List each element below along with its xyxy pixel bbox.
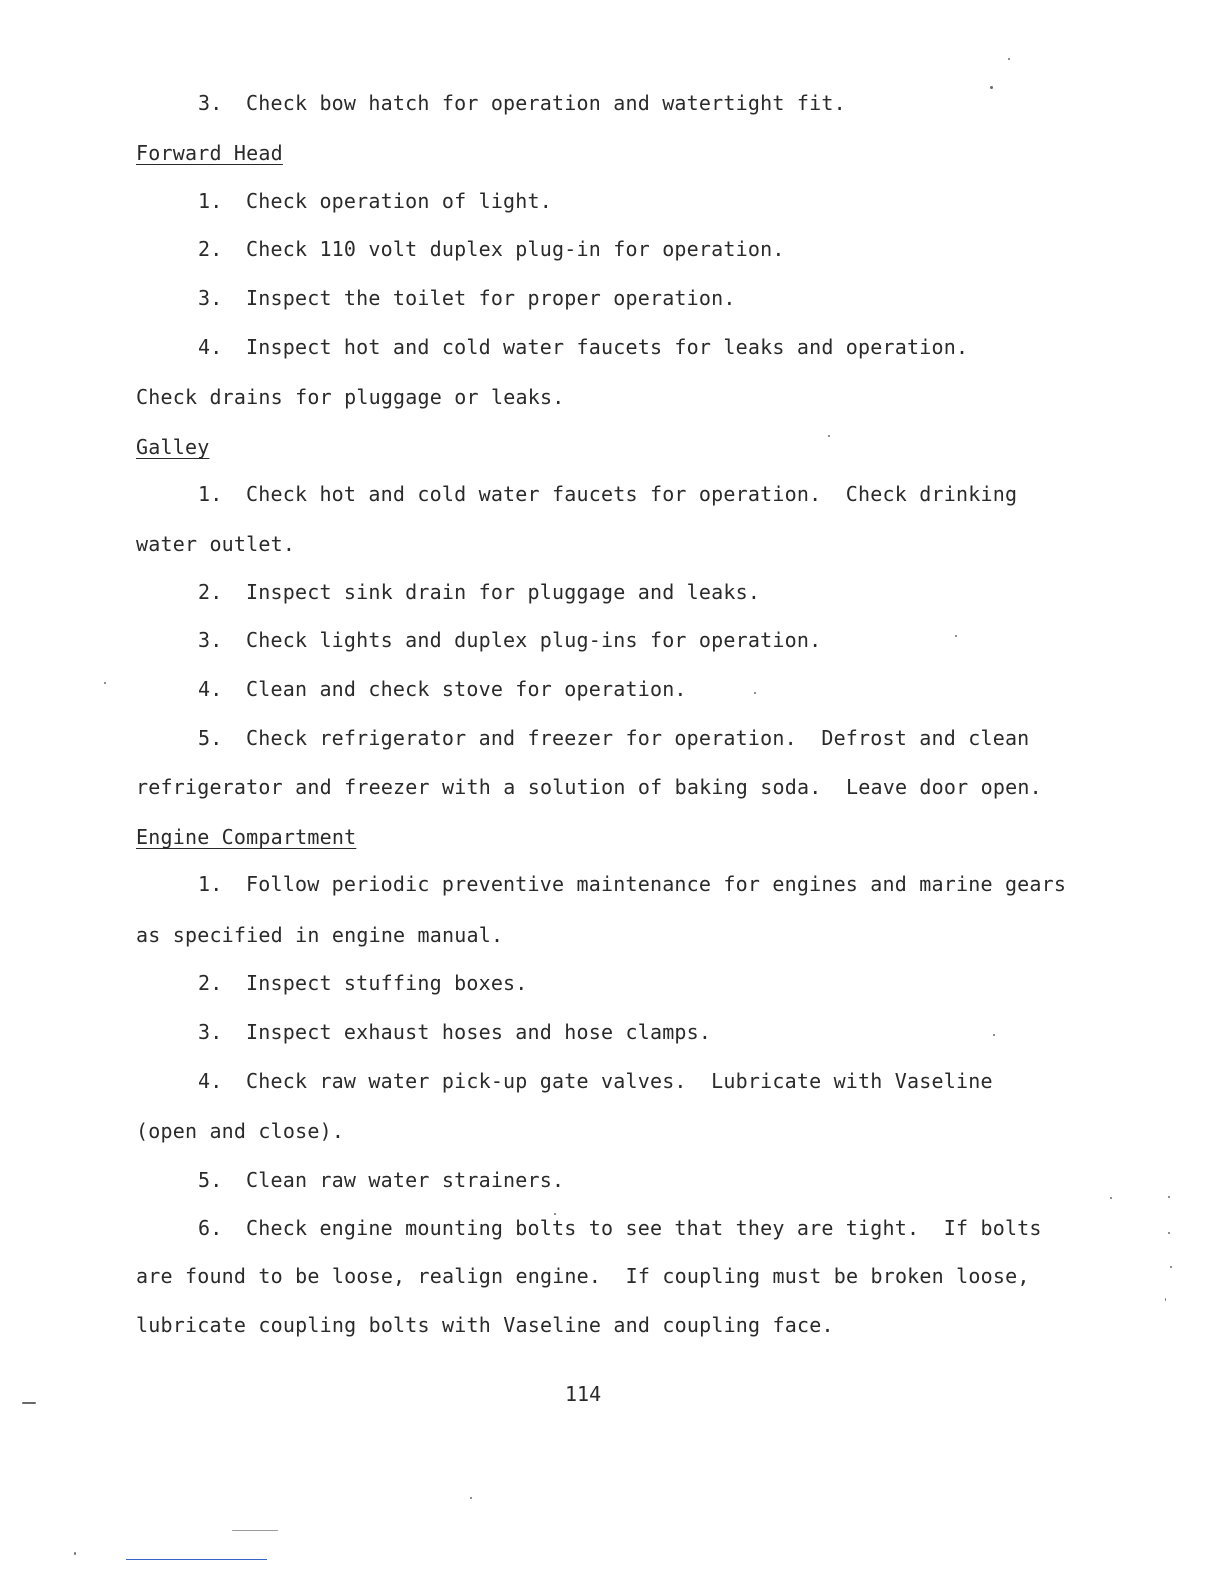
item-number: 2.	[198, 971, 223, 995]
scan-speck	[993, 1034, 995, 1036]
section-heading-galley: Galley	[136, 435, 210, 459]
scan-speck	[990, 86, 993, 89]
item-text: Check hot and cold water faucets for operation. Check drinking	[246, 482, 1018, 506]
item-number: 2.	[198, 580, 223, 604]
item-number: 4.	[198, 335, 223, 359]
list-item	[198, 481, 1017, 507]
list-item	[198, 676, 687, 702]
item-number: 1.	[198, 482, 223, 506]
item-number: 4.	[198, 677, 223, 701]
list-item	[198, 627, 821, 653]
list-item	[198, 871, 1066, 897]
list-item	[198, 725, 1029, 751]
continuation-line: as specified in engine manual.	[136, 923, 504, 947]
continuation-line: are found to be loose, realign engine. If coupling must be broken loose,	[136, 1264, 1030, 1288]
item-text: Check engine mounting bolts to see that they are tight. If bolts	[246, 1216, 1042, 1240]
item-text: Follow periodic preventive maintenance for engines and marine gears	[246, 872, 1067, 896]
item-text: Inspect hot and cold water faucets for leaks and operation.	[246, 335, 969, 359]
list-item	[198, 236, 785, 262]
item-text: Clean raw water strainers.	[246, 1168, 565, 1192]
item-text: Check refrigerator and freezer for operation. Defrost and clean	[246, 726, 1030, 750]
scan-speck	[22, 1402, 36, 1404]
section-heading-engine-compartment: Engine Compartment	[136, 825, 357, 849]
list-item	[198, 970, 528, 996]
continuation-line: lubricate coupling bolts with Vaseline and coupling face.	[136, 1313, 834, 1337]
scan-speck	[232, 1530, 278, 1531]
scan-speck	[1168, 1232, 1170, 1234]
scan-speck	[754, 692, 756, 694]
scan-speck	[554, 1213, 556, 1215]
scan-speck	[104, 682, 106, 684]
item-number: 5.	[198, 726, 223, 750]
list-item	[198, 90, 846, 116]
section-heading-forward-head: Forward Head	[136, 141, 283, 165]
page-number: 114	[565, 1382, 602, 1406]
item-number: 6.	[198, 1216, 223, 1240]
list-item	[198, 188, 552, 214]
continuation-line: water outlet.	[136, 532, 296, 556]
item-text: Inspect sink drain for pluggage and leaks.	[246, 580, 761, 604]
item-text: Check bow hatch for operation and watertight fit.	[246, 91, 846, 115]
item-text: Inspect stuffing boxes.	[246, 971, 528, 995]
scan-speck	[74, 1552, 76, 1555]
item-text: Inspect exhaust hoses and hose clamps.	[246, 1020, 712, 1044]
list-item	[198, 1019, 711, 1045]
item-number: 3.	[198, 628, 223, 652]
item-text: Check raw water pick-up gate valves. Lubricate with Vaseline	[246, 1069, 993, 1093]
list-item	[198, 1215, 1042, 1241]
item-text: Check 110 volt duplex plug-in for operation.	[246, 237, 785, 261]
scan-speck	[828, 435, 830, 437]
list-item	[198, 579, 760, 605]
item-number: 3.	[198, 1020, 223, 1044]
continuation-line: refrigerator and freezer with a solution of baking soda. Leave door open.	[136, 775, 1042, 799]
scan-speck	[1170, 1266, 1172, 1268]
item-number: 1.	[198, 872, 223, 896]
item-text: Check operation of light.	[246, 189, 553, 213]
list-item	[198, 1068, 993, 1094]
item-number: 4.	[198, 1069, 223, 1093]
continuation-line: (open and close).	[136, 1119, 345, 1143]
item-number: 5.	[198, 1168, 223, 1192]
item-number: 2.	[198, 237, 223, 261]
list-item	[198, 1167, 564, 1193]
scan-speck	[1168, 1196, 1170, 1198]
list-item	[198, 334, 968, 360]
continuation-line: Check drains for pluggage or leaks.	[136, 385, 565, 409]
item-number: 1.	[198, 189, 223, 213]
scan-speck	[470, 1497, 472, 1499]
list-item	[198, 285, 736, 311]
item-number: 3.	[198, 286, 223, 310]
item-text: Inspect the toilet for proper operation.	[246, 286, 736, 310]
bottom-rule	[126, 1559, 267, 1560]
scan-speck	[1165, 1298, 1166, 1301]
item-number: 3.	[198, 91, 223, 115]
scan-speck	[955, 635, 957, 637]
scan-speck	[1110, 1197, 1112, 1199]
scan-speck	[1008, 58, 1010, 60]
item-text: Check lights and duplex plug-ins for operation.	[246, 628, 822, 652]
item-text: Clean and check stove for operation.	[246, 677, 687, 701]
